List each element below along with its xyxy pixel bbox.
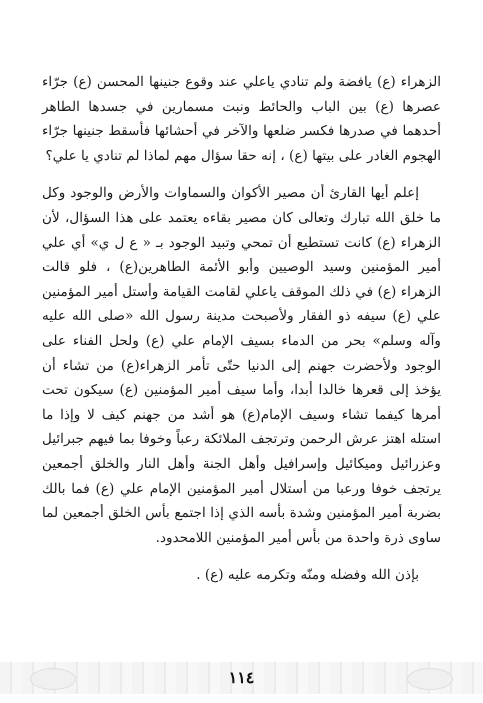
paragraph-3: بإذن الله وفضله ومنّه وتكرمه عليه (ع) . xyxy=(196,567,419,584)
page-number: ١١٤ xyxy=(228,668,255,687)
page-body xyxy=(42,70,441,588)
paragraph-1: الزهراء (ع) يافضة ولم تنادي ياعلي عند وقوع جنينها المحسن (ع) جرّاء عصرها (ع) بين الباب والحائط ونبت مسمارين في جسدها الطاهر أحدهما في صدرها فكسر ضلعها والآخر في أحشائها فأسقط جنينها جرّاء الهجوم الغادر على بيتها (ع) ، إنه حقا سؤال مهم لماذا لم تنادي يا علي؟ xyxy=(42,74,441,164)
paragraph-2: إعلم أيها القارئ أن مصير الأكوان والسماوات والأرض والوجود وكل ما خلق الله تبارك وتعالى كان مصير بقاءه يعتمد على هذا السؤال، لأن الزهراء (ع) كانت تستطيع أن تمحي وتبيد الوجود بـ « ع ل ي» أي علي أمير المؤمنين وسيد الوصيين وأبو الأئمة الطاهرين(ع) ، فلو قالت الزهراء (ع) في ذلك الموقف ياعلي لقامت القيامة وأستل أمير المؤمنين علي (ع) سيفه ذو الفقار ولأصبحت مدينة رسول الله «صلى الله عليه وآله وسلم» بحر من الدماء بسيف الإمام علي (ع) ولحل الفناء على الوجود ولأحضرت جهنم إلى الدنيا حتّى تأمر الزهراء(ع) من تشاء أن يؤخذ إلى قعرها خالدا أبدا، وأما سيف أمير المؤمنين (ع) سيكون تحت أمرها كيفما تشاء وسيف الإمام(ع) هو أشد من جهنم كيف لا وإذا ما استله اهتز عرش الرحمن وترتجف الملائكة رعباً وخوفا بما فيهم جبرائيل وعزرائيل وميكائيل وإسرافيل وأهل الجنة وأهل النار والخلق أجمعين يرتجف خوفا ورعبا من أستلال أمير المؤمنين الإمام علي (ع) فما بالك بضربة أمير المؤمنين وشدة بأسه الذي إذا اجتمع بأس الخلق أجمعين لما ساوى ذرة واحدة من بأس أمير المؤمنين اللامحدود. xyxy=(42,185,441,546)
